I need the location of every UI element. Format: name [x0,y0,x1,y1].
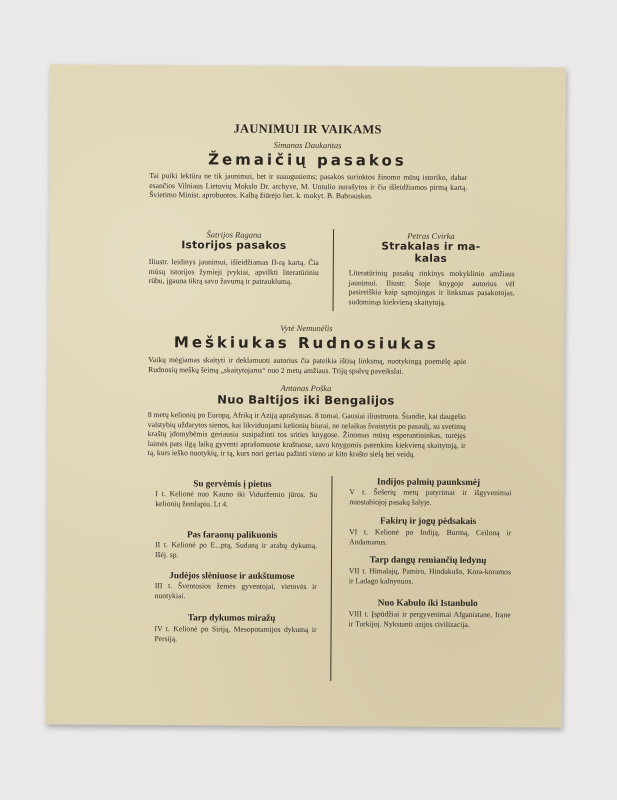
book3-author: Petras Cvirka [407,230,455,241]
volume-1-description: I t. Kelionė nuo Kauno iki Viduržemio jūros. Su kelionių žemlapiu. Lt 4. [155,489,318,509]
book5-title: Nuo Baltijos iki Bengalijos [217,392,395,408]
volume-4-description: IV t. Kelionė po Siriją, Mesopotamijos dykumą ir Persiją. [154,624,317,643]
book4-title: Meškiukas Rudnosiukas [173,333,439,353]
volume-5-description: V t. Šešerių metų patyrimai ir išgyvenimai nuostabiojoj pasakų šalyje. [349,487,512,507]
volume-3-description: III t. Šventosios žemės gyventojai, vietovės ir nuotykiai. [154,581,317,600]
volume-3-title: Judėjos slėniuose ir aukštumose [169,570,295,581]
book1-title: Žemaičių pasakos [208,150,407,170]
book2-description: Iliustr. leidinys jaunimui, išleidžiamas II-rą kartą. Čia mūsų istorijos žymieji įvykiai, apvilkti literatūriniu rūbu, įgauna tikrą savo žavumą ir patrauklumą. [148,257,319,287]
volume-2-title: Pas faraonų palikuonis [186,529,278,540]
book2-title: Istorijos pasakos [181,239,287,252]
volume-2-description: II t. Kelionė po E...ptą, Sudaną ir arabų dykumą. Išėj. sp. [155,540,318,559]
volume-5-title: Indijos palmių paunksmėj [376,476,481,488]
volume-6-title: Fakirų ir jogų pėdsakais [380,515,477,527]
book5-author: Antanas Poška [280,382,332,394]
back-cover-page [46,64,566,727]
column-divider-bottom [330,476,332,681]
volume-4-title: Tarp dykumos miražų [187,612,276,623]
volume-7-description: VII t. Himalajų, Pamiro, Hindukušo, Kora-koramos ir Ladago kalnynuos. [348,566,511,586]
volume-8-description: VIII t. Įspūdžiai ir pergyvenimai Afganistane, Irane ir Turkijoj. Nykstanti azijos civilizacija. [348,609,511,629]
book4-description: Vaikų mėgiamas skaityti ir deklamuoti autorius čia pateikia ištisą linksmą, nuotykingą poemėlę apie Rudnosių meškų šeimą „skaitytojams“ nuo 2 metų amžiaus. Trijų spalvų paveikslai. [148,355,467,376]
book3-title-line2: kalas [414,252,448,265]
series-title: JAUNIMUI IR VAIKAMS [233,121,382,137]
book4-author: Vytė Nemunėlis [280,322,333,334]
book1-description: Tai puiki lektūra ne tik jaunimui, bet ir suaugusiems; pasakos surinktos žinomo mūsų istoriko, dabar esančios Vilniaus Lietuvių Mokslo Dr. archyve, M. Untulio nurašytos ir čia išleidžiamos pirmą kartą. Švietimo Minist. aprobuotos. Kalbą žiūrėjo liet. k. mokyt. B. Babrauskas. [149,171,468,201]
column-divider-top [333,229,335,311]
volume-8-title: Nuo Kabulo iki Istanbulo [377,597,478,609]
book2-author: Šatrijos Ragana [206,229,262,240]
book5-description: 8 metų kelionių po Europą, Afriką ir Aziją aprašymas. 8 tomai. Gausiai iliustruota. Šiandie, kai daugelio valstybių uždarytos sienos, kai likviduojami kelionių biurai, ne nelaikas švaistytis po pasaulį, su svetimų kraštų įdomybėmis geriausia susipažinti tos srities knygose. Žinomas mūsų esperantininkas, turėjęs laimės pats ilgą laiką gyventi aprašomuose kraštuose, savo knygomis patenkins kiekvieną skaitytoją, ir tą, kurs ieško nuotykių, ir tą, kurs nori geriau pažinti vieno ar kito krašto sielą bei veidą. [147,410,466,460]
volume-1-title: Su gervėmis į pietus [193,478,272,489]
book3-title-line1: Strakalas ir ma- [381,240,481,254]
book3-description: Literatūrinių pasakų rinkinys mokyklinio amžiaus jaunimui. Iliustr. Šioje knygoje autorius vėl pasireiškia kaip sąmojingas ir linksmas pasakotojas, sudominąs kiekvieną skaitytoją. [348,268,515,307]
volume-6-description: VI t. Kelionė po Indiją, Burmą, Ceiloną ir Andamanus. [349,527,512,547]
book1-author: Simanas Daukantas [273,139,342,151]
volume-7-title: Tarp dangų remiančių ledynų [369,554,487,566]
